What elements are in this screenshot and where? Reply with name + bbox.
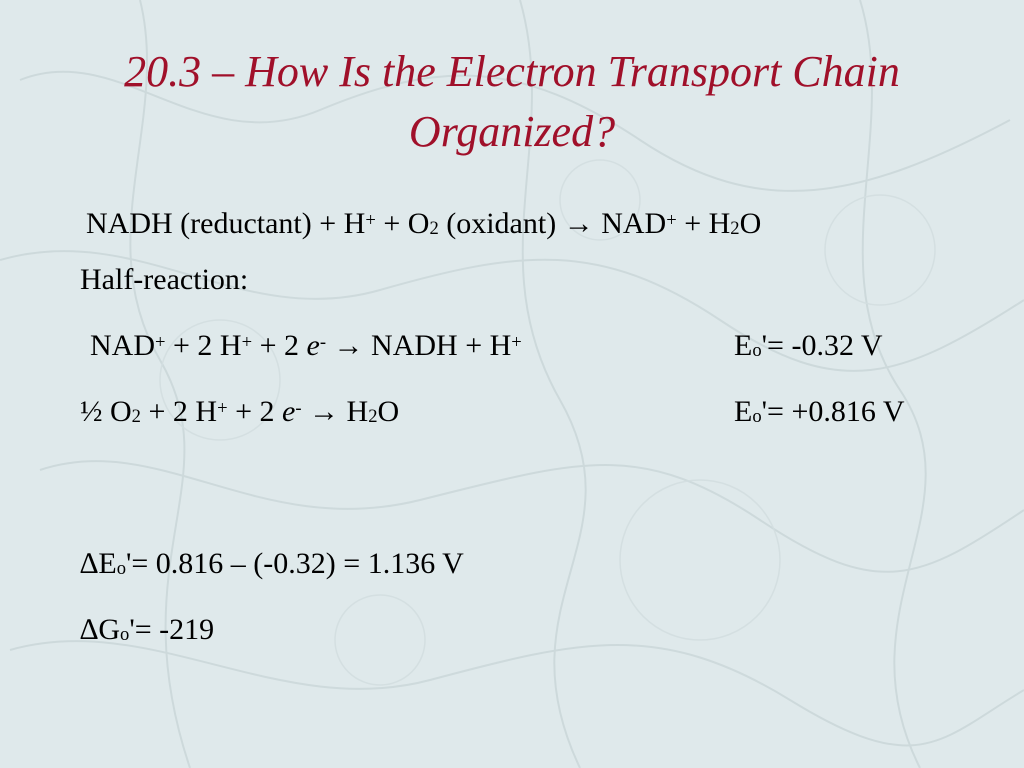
half2-text-1: ½ O: [80, 395, 132, 428]
half1-electron-sup: -: [319, 332, 327, 353]
overall-sub-2: 2: [730, 218, 740, 239]
overall-sup-1: +: [365, 210, 376, 231]
half2-sub-2: 2: [368, 406, 378, 427]
half1-text-2: + 2 H: [165, 329, 242, 362]
half2-text-5: O: [377, 395, 400, 428]
half1-potential-value: '= -0.32 V: [761, 329, 883, 362]
half1-electron: e: [306, 329, 320, 362]
delta-e-symbol: ∆: [80, 547, 99, 580]
half-reaction-label: Half-reaction:: [80, 263, 249, 296]
half1-sup-1: +: [155, 332, 166, 353]
half1-sup-2: +: [241, 332, 253, 353]
half-reaction-1: [90, 328, 522, 364]
overall-text-3: (oxidant) → NAD: [438, 207, 667, 240]
half2-text-3: + 2: [227, 395, 282, 428]
half1-text-4: → NADH + H: [326, 329, 512, 362]
overall-sub-1: 2: [429, 218, 439, 239]
half2-potential-symbol: E: [734, 395, 753, 428]
half2-electron: e: [281, 395, 296, 428]
half1-text-3: + 2: [252, 329, 307, 362]
half-reaction-2-potential: [734, 394, 905, 430]
delta-g-value: '= -219: [129, 613, 215, 646]
overall-text-1: NADH (reductant) + H: [86, 207, 366, 240]
half2-potential-value: '= +0.816 V: [761, 395, 905, 428]
delta-g-sub: o: [120, 624, 130, 645]
half1-potential-sub: o: [752, 340, 762, 361]
delta-g-letter: G: [98, 613, 121, 646]
half2-electron-sup: -: [295, 398, 302, 419]
half2-sub-1: 2: [131, 406, 141, 427]
overall-text-4: + H: [676, 207, 731, 240]
half1-sup-3: +: [511, 332, 522, 353]
half2-potential-sub: o: [752, 406, 762, 427]
delta-e-equation: [80, 546, 464, 582]
half2-sup-1: +: [217, 398, 228, 419]
delta-e-value: '= 0.816 – (-0.32) = 1.136 V: [125, 547, 464, 580]
slide-title: [40, 42, 984, 162]
half-reaction-2: [80, 394, 399, 430]
overall-text-5: O: [739, 207, 762, 240]
half-reaction-1-potential: [734, 328, 883, 364]
delta-g-equation: [80, 612, 214, 648]
overall-reaction: [86, 206, 761, 242]
half2-text-2: + 2 H: [140, 395, 218, 428]
title-line-1: 20.3 – How Is the Electron Transport Chain: [124, 47, 900, 96]
delta-g-symbol: ∆: [80, 613, 99, 646]
half2-text-4: → H: [301, 395, 369, 428]
title-line-2: Organized?: [408, 107, 616, 156]
delta-e-sub: o: [116, 558, 126, 579]
half1-potential-symbol: E: [734, 329, 753, 362]
delta-e-letter: E: [98, 547, 117, 580]
overall-text-2: + O: [375, 207, 430, 240]
half1-text-1: NAD: [90, 329, 155, 362]
overall-sup-2: +: [666, 210, 677, 231]
